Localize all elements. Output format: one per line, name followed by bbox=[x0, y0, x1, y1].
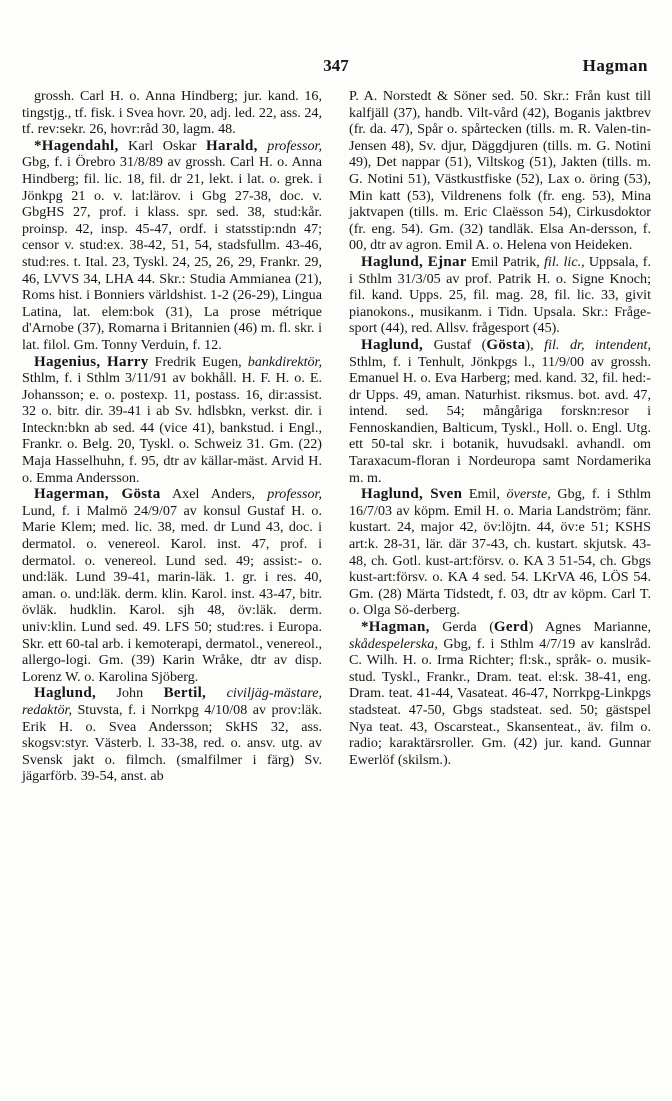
biography-entry bbox=[22, 486, 322, 685]
entry-text: ), bbox=[525, 336, 545, 353]
left-column bbox=[22, 88, 322, 785]
entry-name: *Hagman, bbox=[361, 619, 430, 635]
page-number: 347 bbox=[323, 56, 349, 75]
biography-entry bbox=[349, 486, 651, 619]
entry-title: professor, bbox=[267, 486, 322, 503]
biography-entry bbox=[349, 88, 651, 254]
entry-title: professor, bbox=[267, 137, 322, 154]
entry-name: Bertil, bbox=[163, 685, 207, 702]
entry-text: Karl Oskar bbox=[118, 137, 207, 154]
entry-title: överste, bbox=[506, 486, 551, 503]
entry-text: Axel Anders, bbox=[160, 486, 268, 503]
entry-text: Emil Patrik, bbox=[466, 253, 545, 270]
entry-text: Lund, f. i Malmö 24/9/07 av konsul Gustaf H. o. Marie Klem; med. lic. 38, med. dr Lund 43, doc. i dermatol. o. venereol. Karol. inst. 47, prof. i dermatol. o. venereol. Lund sed. 49; assist:- o. und:läk. Lund 39-41, marin-läk. 1. gr. i res. 40, aman. o. und:läk. derm. klin. Karol. inst. 43-47, bitr. övläk. hudklin. Karol. sjh 48, öv:läk. derm. univ:klin. Lund sed. 49. LFS 50; stud:res. i Europa. Skr. ett 60-tal arb. i kemoterapi, dermatol., venereol., allergo-logi. Gm. (39) Karin Wråke, dtr av disp. Lorenz W. o. Karolina Sjöberg. bbox=[22, 502, 322, 685]
entry-text: Gustaf ( bbox=[423, 336, 487, 353]
entry-title: civiljäg-mästare, redaktör, bbox=[22, 685, 322, 718]
entry-text bbox=[258, 138, 268, 154]
biography-entry bbox=[22, 138, 322, 354]
entry-text: Gbg, f. i Sthlm 16/7/03 av köpm. Emil H. o. Maria Landström; fänr. kustart. 24, major 42, öv:löjtn. 44, öv:e 51; KSHS art:k. 28-31, lär. där 37-43, ch. kustart. skjutsk. 43-48, ch. Gotl. kust-art:försv. o. KA 3 51-54, ch. Gbgs kust-art:försv. o. KA 4 sed. 54. LKrVA 46, LÖS 54. Gm. (28) Märta Tidstedt, f. 03, dtr av köpm. Carl T. o. Olga Sö-derberg. bbox=[349, 486, 652, 619]
entry-text: ) Agnes Marianne, bbox=[528, 619, 652, 635]
entry-name: Haglund, Sven bbox=[361, 486, 463, 503]
entry-title: fil. dr, intendent, bbox=[544, 336, 651, 353]
entry-name: Haglund, bbox=[361, 336, 424, 353]
biography-entry bbox=[349, 619, 651, 768]
entry-title: fil. lic., bbox=[544, 253, 585, 270]
entry-text: P. A. Norstedt & Söner sed. 50. Skr.: Från kust till kalfjäll (37), handb. Vilt-vård (42), Boganis jaktbrev (fr. da. 47), Spår o. spårtecken (tills. m. R. Valen-tin-Jensen 48), Sv. djur, Däggdjuren (tills. m. G. Notini 49), Det nappar (51), Viltskog (51), Jakten (tills. m. G. Notini 51), Västkustfiske (52), Lax o. öring (53), Min katt (53), Vildrenens folk (fr. eng. 53), Mina jaktvapen (tills. m. Eric Claësson 54), Cirkusdoktor (fr. eng. 54). Gm. (32) tandläk. Elsa An-dersson, f. 00, dtr av agron. Emil A. o. Helena von Heideken. bbox=[349, 88, 651, 254]
entry-text: Fredrik Eugen, bbox=[148, 353, 248, 370]
entry-text: Gerda ( bbox=[429, 619, 494, 635]
entry-name: *Hagendahl, bbox=[34, 137, 119, 154]
biography-entry bbox=[22, 354, 322, 487]
entry-name: Harald, bbox=[206, 137, 258, 154]
entry-text bbox=[206, 685, 226, 701]
entry-name: Gerd bbox=[493, 619, 529, 635]
entry-text: Emil, bbox=[462, 486, 507, 503]
entry-name: Haglund, bbox=[34, 685, 97, 702]
entry-text: Sthlm, f. i Tenhult, Jönkpgs l., 11/9/00 av grossh. Emanuel H. o. Eva Harberg; med. kand. 32, fil. hed:-dr Upps. 49, aman. Naturhist. riksmus. bot. avd. 47, intend. sed. 54; mångåriga forskn:resor i Fennoskandien, Balticum, Tyskl., Holl. o. Engl. Utg. ett 50-tal skr. i botanik, huvudsakl. avhandl. om Taraxacum-floran i Nordeuropa samt Nordamerika m. m. bbox=[349, 353, 651, 486]
entry-text: Gbg, f. i Sthlm 4/7/19 av kanslråd. C. Wilh. H. o. Irma Richter; fl:sk., språk- o. musik-stud. Tyskl., Frankr., Dram. teat. el:sk. 38-41, eng. Dram. teat. 41-44, Vasateat. 46-47, Norrkpg-Linkpgs stadsteat. 47-50, Gbgs stadsteat. sed. 50; gästspel Nya teat. 43, Oscarsteat., Skansenteat., äv. film o. radio; karaktärsroller. Gm. (42) jur. kand. Gunnar Ewerlöf (skilsm.). bbox=[349, 635, 651, 768]
entry-name: Haglund, Ejnar bbox=[361, 253, 467, 270]
running-head: Hagman bbox=[582, 56, 648, 75]
biography-entry bbox=[349, 254, 651, 337]
entry-name: Hagenius, Harry bbox=[34, 353, 149, 370]
entry-text: John bbox=[96, 685, 164, 702]
right-column bbox=[349, 88, 651, 768]
entry-name: Gösta bbox=[486, 336, 526, 353]
entry-title: skådespelerska, bbox=[349, 635, 438, 652]
entry-text: Sthlm, f. i Sthlm 3/11/91 av bokhåll. H. F. H. o. E. Johansson; e. o. postexp. 11, postass. 16, dir:assist. 32 o. bitr. dir. 39-41 i ab Sv. hdlsbkn, verkst. dir. i Inteckn:bkn ab sed. 44 (vice 41), bankstud. i Engl., Frankr. o. Belg. 20, Tyskl. o. Schweiz 31. Gm. (22) Maja Hasselhuhn, f. 95, dtr av källar-mäst. Arvid H. o. Emma Andersson. bbox=[22, 370, 322, 486]
biography-entry bbox=[349, 337, 651, 486]
biography-entry bbox=[22, 685, 322, 785]
entry-text: Gbg, f. i Örebro 31/8/89 av grossh. Carl H. o. Anna Hindberg; fil. lic. 18, fil. dr 21, lekt. i lat. o. grek. i Jönkpg 21 o. v. lat:lärov. i Gbg 27-38, doc. v. GbgHS 27, prof. i klass. spr. sed. 38, stud:kår. proinsp. 42, insp. 45-47, ordf. i statsstip:ndn 47; censor v. stud:ex. 38-42, 51, 54, stadsfullm. 43-46, stud:res. t. Ital. 23, Tyskl. 24, 25, 26, 29, Frankr. 29, 46, LVVS 34, LHA 44. Skr.: Studia Ammianea (21), Roms hist. i Bonniers världshist. 1-2 (26-29), Lingua Latina, lat. elem:bok (31), La prose métrique d'Arnobe (37), Romarna i Britannien (46) m. fl. skr. i lat. filol. Gm. Tonny Verduin, f. 12. bbox=[22, 154, 322, 353]
entry-title: bankdirektör, bbox=[247, 353, 323, 370]
entry-text: grossh. Carl H. o. Anna Hindberg; jur. kand. 16, tingstjg., tf. fisk. i Svea hovr. 20, adj. led. 22, ass. 24, tf. rev:sekr. 26, hovr:råd 30, lagm. 48. bbox=[22, 88, 322, 138]
entry-name: Hagerman, Gösta bbox=[34, 486, 161, 503]
biography-entry bbox=[22, 88, 322, 138]
entry-text: Stuvsta, f. i Norrkpg 4/10/08 av prov:läk. Erik H. o. Svea Andersson; SkHS 32, ass. skogsv:styr. Västerb. l. 33-38, red. o. ansv. utg. av Svensk jakt o. filmch. (smalfilmer i färg) Sv. jägarförb. 39-54, anst. ab bbox=[22, 701, 322, 785]
entry-text: Uppsala, f. i Sthlm 31/3/05 av prof. Patrik H. o. Signe Knoch; fil. kand. Upps. 25, fil. mag. 28, fil. lic. 33, givit pianokons., musikanm. i Tidn. Upsala. Skr.: Fråge-sport (44), red. Allsv. frågesport (45). bbox=[349, 253, 651, 337]
